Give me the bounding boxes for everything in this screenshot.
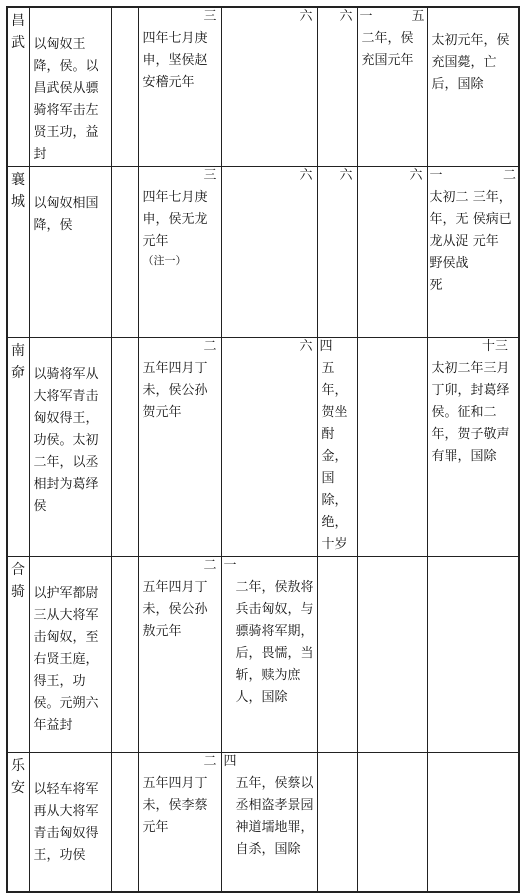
marquis-name-cell: 乐安 [7,753,29,892]
entry-text: 二年，侯敖将兵击匈奴，与骠骑将军期，后，畏懦，当斩，赎为庶人，国除 [235,580,314,705]
year-count: 一 [359,9,373,24]
reign-cell [357,338,427,557]
footnote-marker: （注一） [142,254,187,267]
reign-cell [138,7,221,167]
year-count: 二 [203,339,217,354]
reign-cell [317,557,357,753]
reign-cell [317,753,357,892]
year-count: 四 [319,339,333,354]
marquis-name-cell: 昌武 [7,7,29,167]
entry-text: 四年七月庚申，侯无龙元年 [142,190,208,249]
table-row [7,7,519,167]
year-count: 十三 [481,339,508,354]
reign-cell [357,557,427,753]
reign-cell [427,338,519,557]
reign-cell [138,338,221,557]
reign-cell [427,753,519,892]
entry-text: 四年七月庚申，坚侯赵安稽元年 [142,31,208,90]
merit-cell: 以骑将军从大将军青击匈奴得王，功侯。太初二年，以丞相封为葛绎侯 [29,338,111,557]
entry-text: 太初元年，侯充国薨，亡后，国除 [431,33,510,92]
entry-text: 五年四月丁未，侯公孙贺元年 [142,361,208,420]
year-count: 六 [409,168,423,183]
reign-cell [138,753,221,892]
reign-cell [221,753,317,892]
marquis-name-cell: 南奅 [7,338,29,557]
year-count: 六 [299,9,313,24]
entry-text: 二年，侯充国元年 [361,31,414,68]
table-row [7,338,519,557]
table-row [7,167,519,338]
entry-text: 三年，侯病已元年 [472,190,512,249]
entry-text: 太初二年，无龙从浞野侯战死 [429,190,469,293]
blank-cell [111,338,138,557]
reign-cell [357,753,427,892]
year-count: 六 [339,9,353,24]
merit-cell: 以匈奴相国降，侯 [29,167,111,338]
year-count: 六 [299,339,313,354]
year-count: 二 [502,168,516,183]
reign-cell [221,7,317,167]
entry-text: 五年，侯蔡以丞相盗孝景园神道壖地罪，自杀，国除 [235,776,314,857]
year-count: 三 [203,168,217,183]
reign-cell [357,167,427,338]
reign-cell [221,338,317,557]
entry-text: 五年四月丁未，侯公孙敖元年 [142,580,208,639]
reign-cell [427,557,519,753]
reign-cell [221,557,317,753]
blank-cell [111,557,138,753]
blank-cell [111,167,138,338]
year-count: 一 [223,558,237,573]
entry-text: 太初二年三月丁卯，封葛绎侯。征和二年，贺子敬声有罪，国除 [431,361,510,464]
reign-cell [221,167,317,338]
entry-text: 五年四月丁未，侯李蔡元年 [142,776,208,835]
year-count: 二 [203,754,217,769]
year-count: 六 [339,168,353,183]
reign-cell [138,167,221,338]
reign-cell [427,7,519,167]
year-count: 一 [429,168,443,183]
merit-cell: 以轻车将军再从大将军青击匈奴得王，功侯 [29,753,111,892]
reign-cell [317,338,357,557]
year-count: 三 [203,9,217,24]
reign-cell [317,7,357,167]
reign-cell [357,7,427,167]
table-row [7,753,519,892]
marquis-name-cell: 合骑 [7,557,29,753]
year-count: 五 [411,9,425,24]
merit-cell: 以匈奴王降，侯。以昌武侯从骠骑将军击左贤王功，益封 [29,7,111,167]
reign-cell [138,557,221,753]
register-table [6,6,520,893]
merit-cell: 以护军都尉三从大将军击匈奴，至右贤王庭，得王，功侯。元朔六年益封 [29,557,111,753]
year-count: 四 [223,754,237,769]
entry-text: 五年，贺坐酎金，国除，绝，十岁 [321,361,348,552]
reign-cell [317,167,357,338]
blank-cell [111,7,138,167]
blank-cell [111,753,138,892]
marquis-name-cell: 襄城 [7,167,29,338]
table-row [7,557,519,753]
year-count: 六 [299,168,313,183]
reign-cell [427,167,519,338]
year-count: 二 [203,558,217,573]
